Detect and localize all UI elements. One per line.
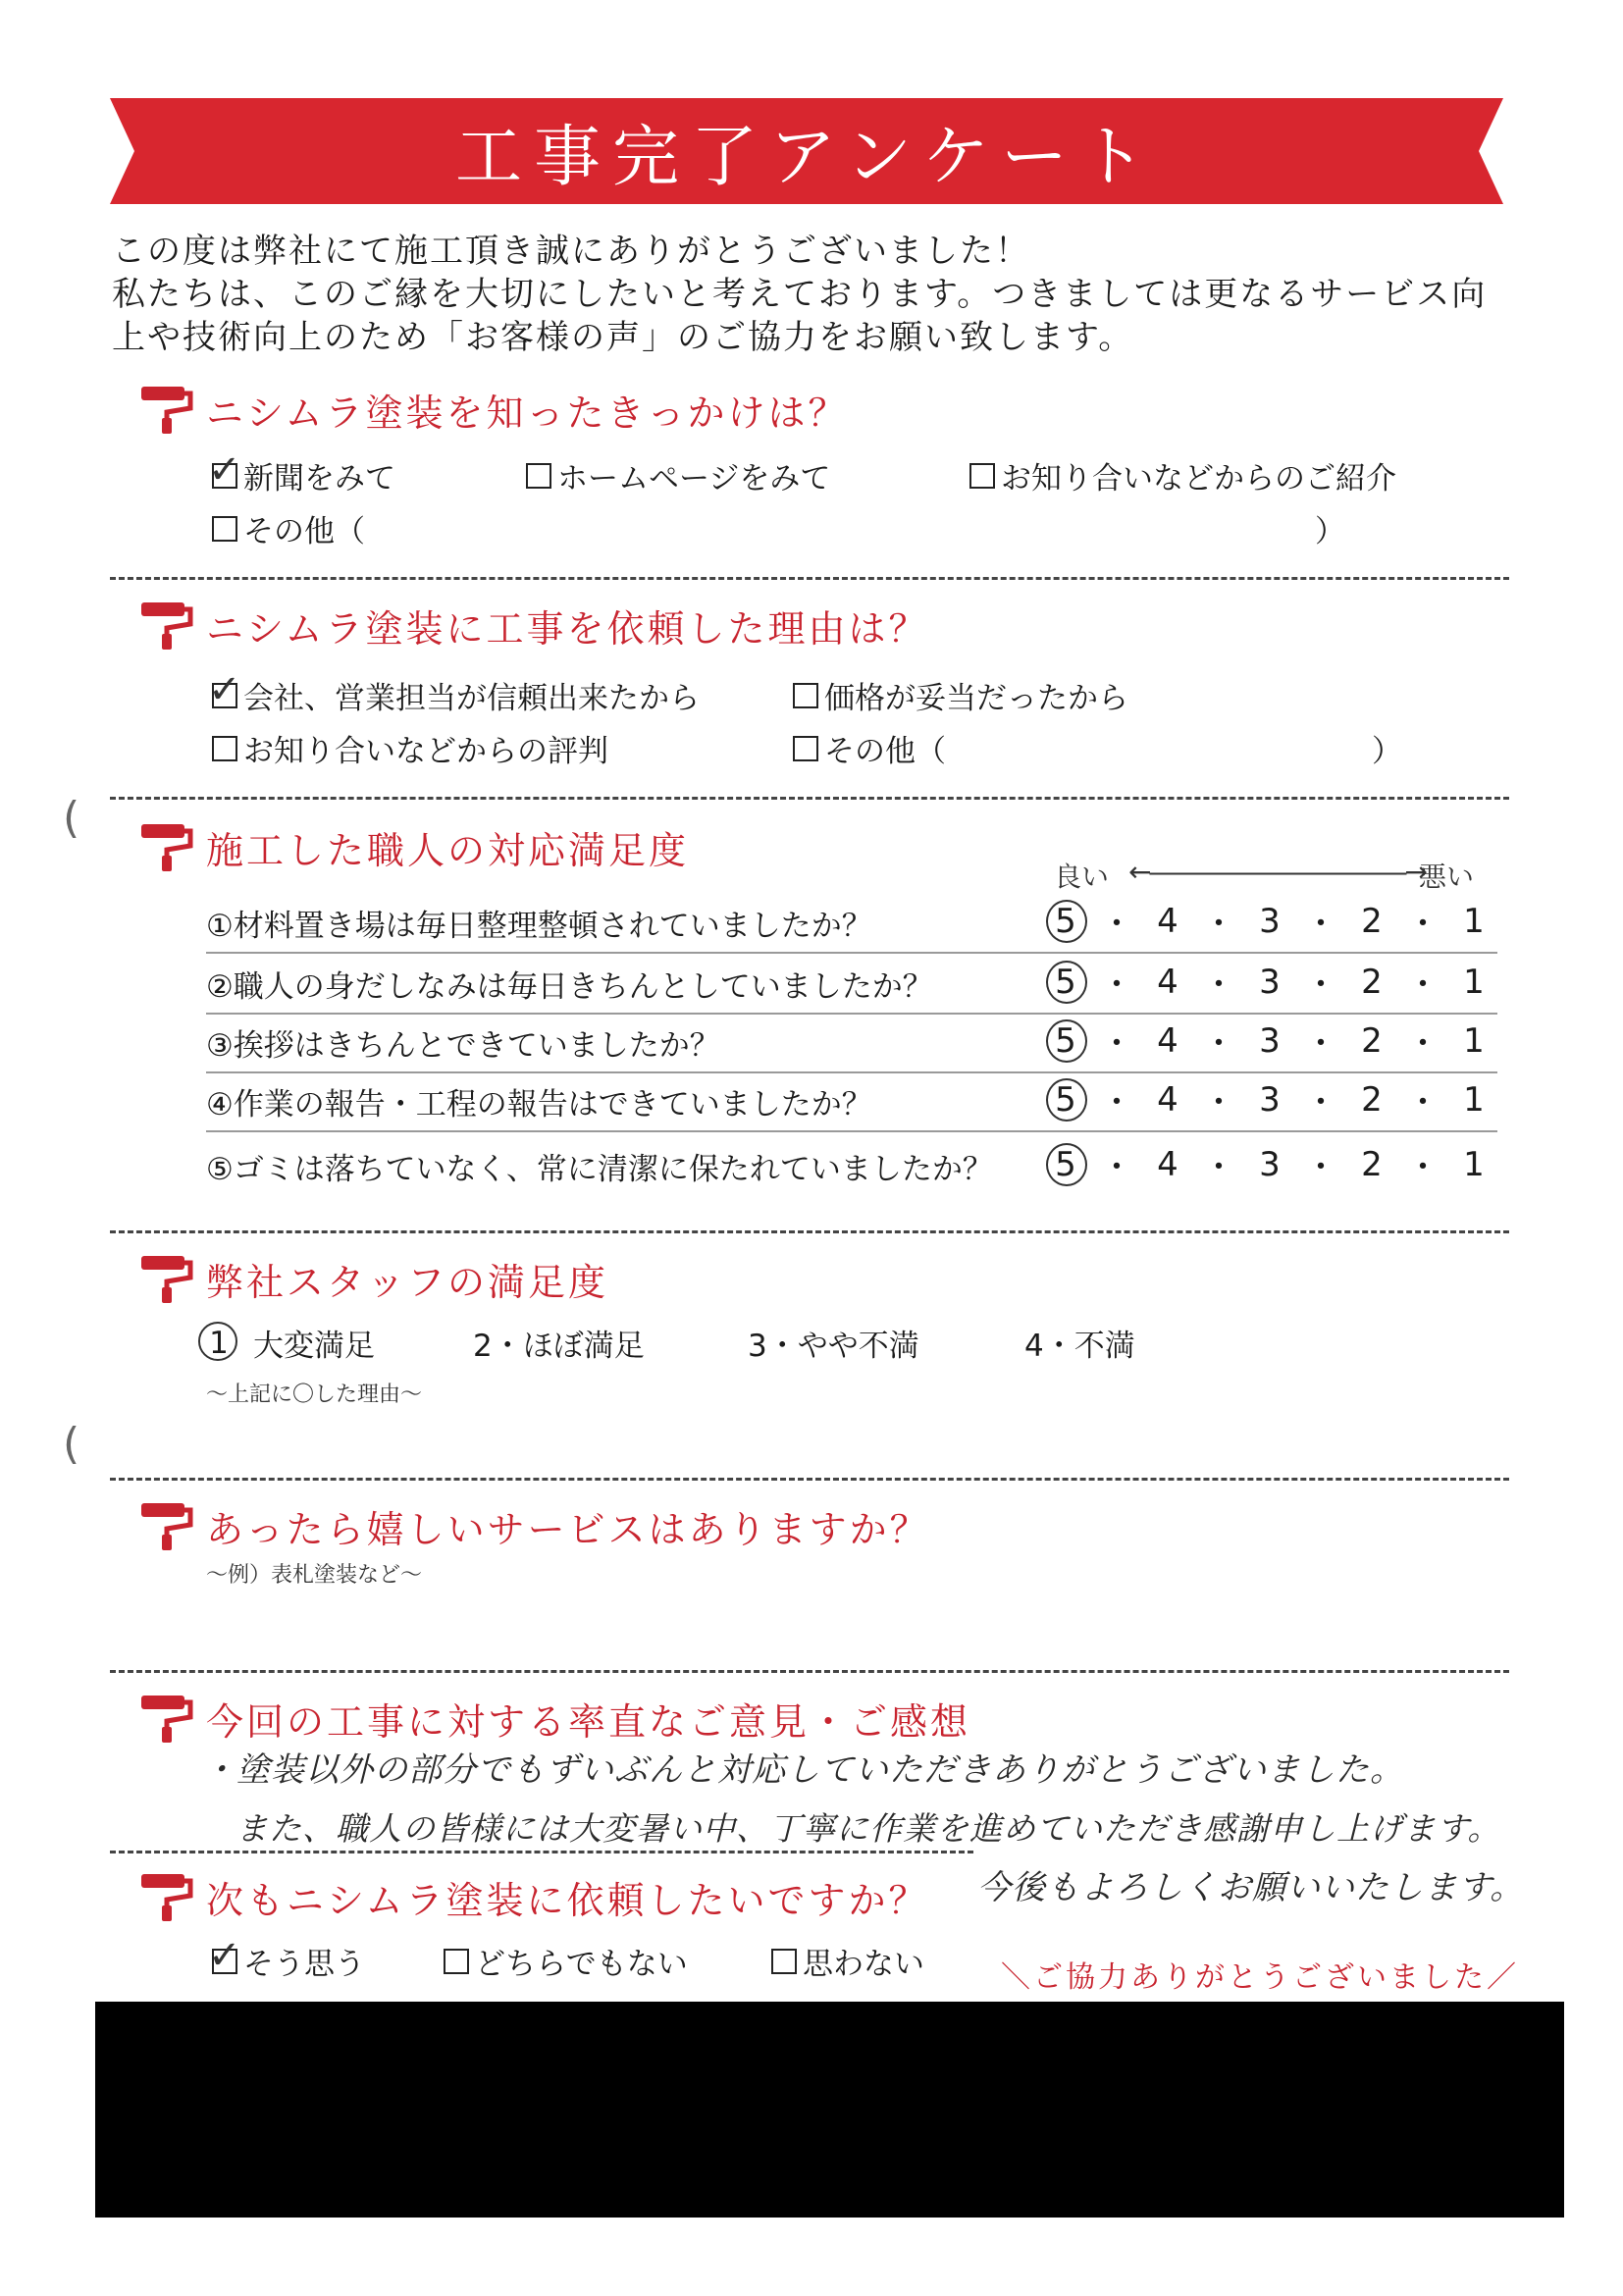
rating-separator: ・ — [1100, 965, 1133, 1005]
rating-value-text: 4 — [1157, 1020, 1178, 1061]
checkbox-icon[interactable] — [212, 516, 237, 542]
handwritten-comment-line-3: 今後もよろしくお願いいたします。 — [977, 1868, 1525, 1907]
intro-line-3: 上や技術向上のため「お客様の声」のご協力をお願い致します。 — [112, 318, 1134, 357]
rating-separator: ・ — [1406, 1083, 1440, 1122]
q4-option-4[interactable]: 4・不満 — [1024, 1329, 1135, 1364]
rating-separator: ・ — [1304, 965, 1337, 1005]
rating-value-text: 3 — [1259, 901, 1281, 941]
q3-rating-2[interactable] — [1040, 958, 1499, 1006]
rating-value-2[interactable] — [1346, 1145, 1397, 1184]
selected-circle-icon — [1046, 900, 1087, 943]
rating-value-1[interactable] — [1448, 902, 1499, 941]
section-header-q4 — [137, 1254, 608, 1303]
section-title-q6: 今回の工事に対する率直なご意見・ご感想 — [206, 1699, 971, 1744]
option-label: 大変満足 — [253, 1329, 375, 1364]
rating-value-5[interactable] — [1040, 1080, 1091, 1120]
rating-value-2[interactable] — [1346, 902, 1397, 941]
rating-value-text: 5 — [1055, 1144, 1076, 1184]
paint-roller-icon — [137, 1692, 196, 1745]
q4-option-2[interactable]: 2・ほぼ満足 — [473, 1329, 645, 1364]
option-label: その他（ — [824, 734, 946, 769]
section-header-q1 — [137, 385, 848, 434]
intro-line-1: この度は弊社にて施工頂き誠にありがとうございました！ — [112, 232, 1030, 271]
rating-separator: ・ — [1202, 1083, 1235, 1122]
rating-separator: ・ — [1202, 1148, 1235, 1187]
q3-question-1: ①材料置き場は毎日整理整頓されていましたか？ — [206, 909, 872, 944]
q7-option-no[interactable] — [771, 1939, 924, 1983]
row-separator-line — [206, 952, 1497, 954]
q3-rating-3[interactable] — [1040, 1017, 1499, 1065]
q2-option-trust[interactable] — [208, 666, 700, 717]
section-header-q3 — [137, 822, 689, 871]
option-label: 会社、営業担当が信頼出来たから — [243, 681, 700, 716]
handwritten-comment-line-1: ・塗装以外の部分でもずいぶんと対応していただきありがとうございました。 — [202, 1750, 1404, 1790]
rating-separator: ・ — [1100, 1024, 1133, 1064]
intro-line-2: 私たちは、このご縁を大切にしたいと考えております。つきましては更なるサービス向 — [112, 275, 1488, 314]
checkbox-icon[interactable] — [208, 1932, 241, 1978]
paint-roller-icon — [137, 599, 196, 652]
scale-arrow: ←――――――――――→ — [1128, 856, 1426, 888]
rating-value-1[interactable] — [1448, 1145, 1499, 1184]
option-label: ホームページをみて — [557, 461, 831, 496]
paint-roller-icon — [137, 820, 196, 873]
rating-value-2[interactable] — [1346, 963, 1397, 1002]
rating-value-4[interactable] — [1142, 902, 1193, 941]
rating-value-text: 4 — [1157, 1144, 1178, 1184]
binder-mark: ( — [63, 793, 80, 843]
rating-separator: ・ — [1406, 1148, 1440, 1187]
checkbox-icon[interactable] — [212, 736, 237, 761]
rating-value-4[interactable] — [1142, 963, 1193, 1002]
q4-reason-label: ～上記に〇した理由～ — [206, 1383, 423, 1407]
rating-value-text: 2 — [1361, 962, 1383, 1002]
rating-value-5[interactable] — [1040, 1145, 1091, 1184]
rating-value-text: 5 — [1055, 1020, 1076, 1061]
rating-value-5[interactable] — [1040, 902, 1091, 941]
q2-option-price[interactable] — [793, 673, 1128, 717]
selected-circle-icon — [1046, 1143, 1087, 1186]
section-header-q7 — [137, 1872, 928, 1921]
rating-value-3[interactable] — [1244, 1021, 1295, 1061]
rating-value-2[interactable] — [1346, 1080, 1397, 1120]
rating-value-4[interactable] — [1142, 1145, 1193, 1184]
row-separator-line — [206, 1013, 1497, 1015]
q4-option-1[interactable] — [202, 1321, 375, 1365]
divider — [110, 577, 1509, 580]
q1-option-referral[interactable] — [969, 453, 1396, 497]
q3-question-3: ③挨拶はきちんとできていましたか？ — [206, 1028, 720, 1064]
rating-separator: ・ — [1304, 1148, 1337, 1187]
section-header-q6 — [137, 1694, 970, 1743]
q1-option-newspaper[interactable] — [208, 446, 395, 497]
section-title-q5: あったら嬉しいサービスはありますか？ — [206, 1507, 930, 1551]
section-title-q2: ニシムラ塗装に工事を依頼した理由は？ — [206, 606, 929, 651]
rating-value-text: 5 — [1055, 901, 1076, 941]
q2-option-other[interactable] — [793, 726, 946, 770]
checkbox-icon[interactable] — [969, 463, 995, 489]
option-label: 価格が妥当だったから — [824, 681, 1128, 716]
q3-rating-5[interactable] — [1040, 1140, 1499, 1188]
rating-separator: ・ — [1100, 1148, 1133, 1187]
paint-roller-icon — [137, 383, 196, 436]
option-label: 新聞をみて — [243, 461, 395, 496]
divider — [110, 797, 1509, 800]
rating-value-text: 3 — [1259, 1144, 1281, 1184]
checkbox-icon[interactable] — [208, 446, 241, 493]
rating-value-text: 5 — [1055, 962, 1076, 1002]
q7-option-yes[interactable] — [208, 1932, 365, 1983]
rating-value-text: 2 — [1361, 901, 1383, 941]
checkmark-icon: ✓ — [208, 446, 241, 493]
option-label: そう思う — [243, 1947, 365, 1982]
q2-other-close: ） — [1372, 734, 1402, 769]
q3-question-2: ②職人の身だしなみは毎日きちんとしていましたか？ — [206, 969, 933, 1005]
checkbox-icon[interactable] — [444, 1949, 469, 1974]
section-title-q4: 弊社スタッフの満足度 — [206, 1260, 609, 1304]
paint-roller-icon — [137, 1499, 196, 1552]
option-label: お知り合いなどからのご紹介 — [1001, 461, 1396, 496]
rating-value-5[interactable] — [1040, 1021, 1091, 1061]
rating-separator: ・ — [1202, 905, 1235, 944]
rating-value-text: 1 — [1463, 1079, 1485, 1120]
section-title-q7: 次もニシムラ塗装に依頼したいですか？ — [206, 1878, 929, 1922]
rating-value-text: 3 — [1259, 962, 1281, 1002]
q3-rating-1[interactable] — [1040, 897, 1499, 945]
option-label: お知り合いなどからの評判 — [243, 734, 608, 769]
checkbox-icon[interactable] — [526, 463, 551, 489]
section-header-q2 — [137, 600, 928, 650]
checkmark-icon: ✓ — [208, 1932, 241, 1978]
rating-value-text: 1 — [1463, 901, 1485, 941]
rating-value-text: 2 — [1361, 1020, 1383, 1061]
q3-question-5: ⑤ゴミは落ちていなく、常に清潔に保たれていましたか？ — [206, 1152, 993, 1187]
selected-circle-icon — [1046, 1078, 1087, 1122]
option-number: 1 — [209, 1325, 229, 1361]
divider — [110, 1478, 1509, 1481]
binder-mark: ( — [63, 1419, 80, 1469]
section-header-q5 — [137, 1501, 930, 1550]
divider — [110, 1230, 1509, 1233]
rating-value-text: 4 — [1157, 1079, 1178, 1120]
section-title-q1: ニシムラ塗装を知ったきっかけは？ — [206, 391, 849, 435]
q4-option-3[interactable]: 3・やや不満 — [748, 1329, 919, 1364]
rating-separator: ・ — [1406, 905, 1440, 944]
rating-value-text: 1 — [1463, 1144, 1485, 1184]
scale-bad-label: 悪い — [1419, 861, 1475, 893]
rating-separator: ・ — [1406, 1024, 1440, 1064]
option-label: その他（ — [243, 514, 365, 549]
rating-value-text: 1 — [1463, 1020, 1485, 1061]
rating-value-4[interactable] — [1142, 1080, 1193, 1120]
selected-circle-icon — [1046, 961, 1087, 1004]
page-title: 工事完了アンケート — [455, 118, 1158, 196]
rating-value-text: 4 — [1157, 901, 1178, 941]
closing-thanks: ＼ご協力ありがとうございました／ — [1001, 1960, 1519, 1995]
checkbox-icon[interactable] — [208, 666, 241, 712]
title-banner — [110, 98, 1503, 204]
rating-value-5[interactable] — [1040, 963, 1091, 1002]
rating-value-2[interactable] — [1346, 1021, 1397, 1061]
rating-separator: ・ — [1202, 1024, 1235, 1064]
rating-value-text: 5 — [1055, 1079, 1076, 1120]
rating-separator: ・ — [1100, 905, 1133, 944]
rating-separator: ・ — [1100, 1083, 1133, 1122]
checkmark-icon: ✓ — [208, 666, 241, 712]
checkbox-icon[interactable] — [793, 683, 818, 708]
checkbox-icon[interactable] — [771, 1949, 797, 1974]
rating-value-3[interactable] — [1244, 963, 1295, 1002]
rating-value-3[interactable] — [1244, 1145, 1295, 1184]
rating-value-text: 2 — [1361, 1079, 1383, 1120]
option-label: どちらでもない — [475, 1947, 688, 1982]
rating-value-text: 3 — [1259, 1020, 1281, 1061]
selected-circle-icon — [1046, 1019, 1087, 1063]
row-separator-line — [206, 1130, 1497, 1132]
rating-separator: ・ — [1304, 1024, 1337, 1064]
rating-value-text: 1 — [1463, 962, 1485, 1002]
selected-circle-icon — [198, 1322, 237, 1361]
q7-option-neutral[interactable] — [444, 1939, 688, 1983]
row-separator-line — [206, 1071, 1497, 1073]
q1-other-close: ） — [1315, 514, 1345, 549]
rating-separator: ・ — [1202, 965, 1235, 1005]
rating-value-3[interactable] — [1244, 902, 1295, 941]
option-label: 思わない — [803, 1947, 924, 1982]
rating-separator: ・ — [1304, 1083, 1337, 1122]
q1-option-other[interactable] — [212, 506, 365, 550]
q2-option-reputation[interactable] — [212, 726, 608, 770]
rating-value-1[interactable] — [1448, 1021, 1499, 1061]
redacted-area — [95, 2002, 1564, 2218]
checkbox-icon[interactable] — [793, 736, 818, 761]
paint-roller-icon — [137, 1870, 196, 1923]
divider — [110, 1670, 1509, 1673]
q5-example: ～例）表札塗装など～ — [206, 1563, 423, 1588]
rating-value-text: 3 — [1259, 1079, 1281, 1120]
q3-question-4: ④作業の報告・工程の報告はできていましたか？ — [206, 1087, 872, 1122]
handwritten-comment-line-2: また、職人の皆様には大変暑い中、丁寧に作業を進めていただき感謝申し上げます。 — [236, 1809, 1501, 1848]
paint-roller-icon — [137, 1252, 196, 1305]
divider — [110, 1851, 973, 1853]
rating-separator: ・ — [1406, 965, 1440, 1005]
section-title-q3: 施工した職人の対応満足度 — [206, 828, 690, 872]
rating-separator: ・ — [1304, 905, 1337, 944]
rating-value-text: 2 — [1361, 1144, 1383, 1184]
rating-value-text: 4 — [1157, 962, 1178, 1002]
q4-option-1-number — [202, 1326, 236, 1361]
scale-good-label: 良い — [1054, 861, 1110, 893]
rating-value-3[interactable] — [1244, 1080, 1295, 1120]
q3-rating-4[interactable] — [1040, 1075, 1499, 1123]
rating-value-4[interactable] — [1142, 1021, 1193, 1061]
q1-option-homepage[interactable] — [526, 453, 830, 497]
rating-value-1[interactable] — [1448, 963, 1499, 1002]
rating-value-1[interactable] — [1448, 1080, 1499, 1120]
